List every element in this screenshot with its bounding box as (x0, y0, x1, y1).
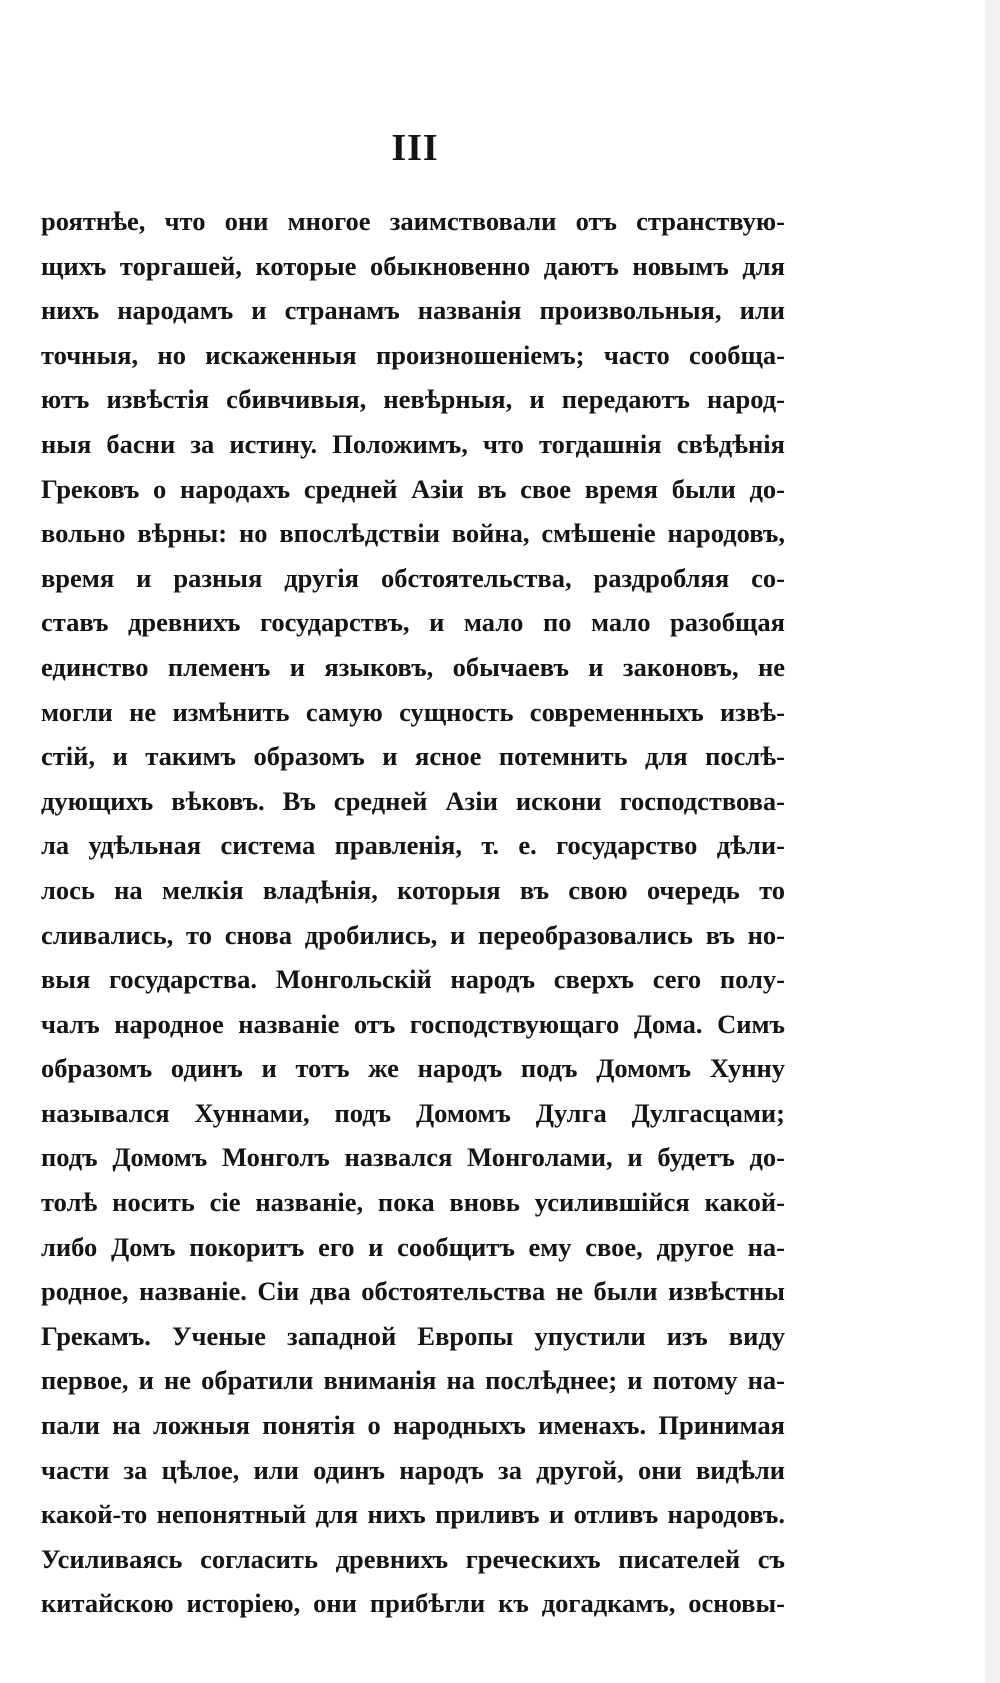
text-line: первое, и не обратили вниманія на послѣднее; и потому на- (41, 1365, 785, 1396)
text-line: пали на ложныя понятія о народныхъ именахъ. Принимая (41, 1410, 785, 1441)
text-line: стій, и такимъ образомъ и ясное потемнить для послѣ- (41, 741, 785, 772)
text-line: вольно вѣрны: но впослѣдствіи война, смѣшеніе народовъ, (41, 518, 785, 549)
text-line: Усиливаясь согласить древнихъ греческихъ писателей съ (41, 1543, 785, 1574)
text-line: какой-то непонятный для нихъ приливъ и отливъ народовъ. (41, 1499, 785, 1530)
text-line: единство племенъ и языковъ, обычаевъ и законовъ, не (41, 651, 785, 682)
text-line: нихъ народамъ и странамъ названія произвольныя, или (41, 295, 785, 326)
body-text (41, 199, 785, 1626)
text-line: ставъ древнихъ государствъ, и мало по мало разобщая (41, 607, 785, 638)
text-line: дующихъ вѣковъ. Въ средней Азіи искони господствова- (41, 785, 785, 816)
text-line: выя государства. Монгольскій народъ сверхъ сего полу- (41, 964, 785, 995)
text-line: родное, названіе. Сіи два обстоятельства не были извѣстны (41, 1276, 785, 1307)
text-line: китайскою исторіею, они прибѣгли къ догадкамъ, основы- (41, 1588, 785, 1619)
text-line: сливались, то снова дробились, и переобразовались въ но- (41, 919, 785, 950)
text-line: части за цѣлое, или одинъ народъ за другой, они видѣли (41, 1454, 785, 1485)
text-line: роятнѣе, что они многое заимствовали отъ странствую- (41, 206, 785, 236)
text-line: время и разныя другія обстоятельства, раздробляя со- (41, 562, 785, 593)
text-line: Грековъ о народахъ средней Азіи въ свое время были до- (41, 473, 785, 504)
text-line: назывался Хуннами, подъ Домомъ Дулга Дулгасцами; (41, 1097, 785, 1128)
text-line: либо Домъ покоритъ его и сообщитъ ему свое, другое на- (41, 1231, 785, 1262)
text-line: Грекамъ. Ученые западной Европы упустили изъ виду (41, 1320, 785, 1351)
text-line: образомъ одинъ и тотъ же народъ подъ Домомъ Хунну (41, 1053, 785, 1084)
page-number: III (391, 127, 439, 169)
scan-edge (985, 0, 1000, 1683)
text-line: лось на мелкія владѣнія, которыя въ свою очередь то (41, 874, 785, 905)
text-line: ютъ извѣстія сбивчивыя, невѣрныя, и передаютъ народ- (41, 384, 785, 415)
text-line: ла удѣльная система правленія, т. е. государство дѣли- (41, 830, 785, 861)
text-line: щихъ торгашей, которые обыкновенно даютъ новымъ для (41, 250, 785, 281)
text-line: ныя басни за истину. Положимъ, что тогдашнія свѣдѣнія (41, 428, 785, 459)
text-line: подъ Домомъ Монголъ назвался Монголами, и будетъ до- (41, 1142, 785, 1173)
text-line: точныя, но искаженныя произношеніемъ; часто сообща- (41, 339, 785, 370)
text-line: могли не измѣнить самую сущность современныхъ извѣ- (41, 696, 785, 727)
text-line: чалъ народное названіе отъ господствующаго Дома. Симъ (41, 1008, 785, 1039)
text-line: толѣ носить сіе названіе, пока вновь усилившійся какой- (41, 1187, 785, 1218)
